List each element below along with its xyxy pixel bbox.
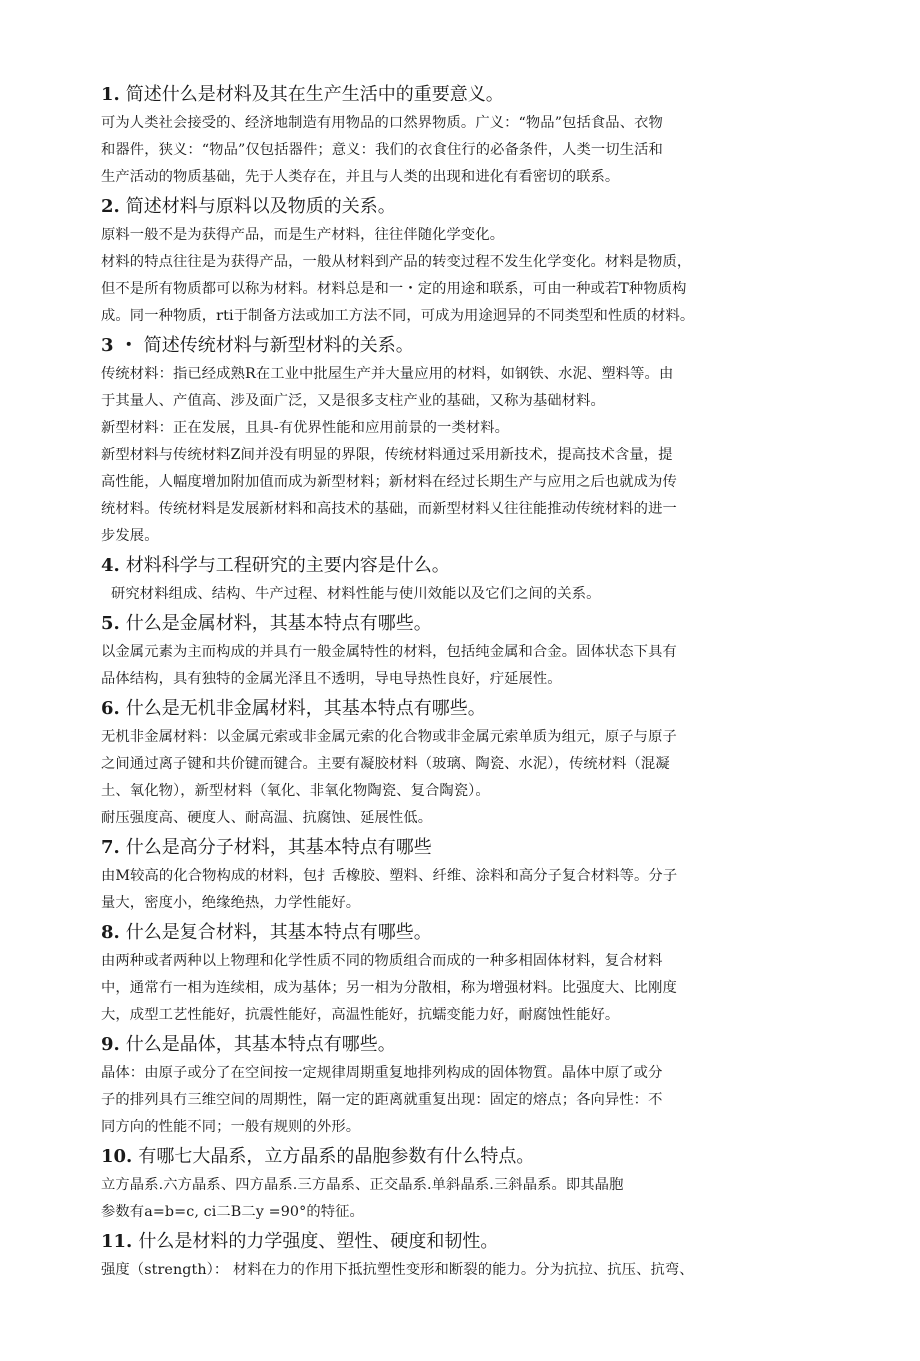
answer-line: 成。同一种物质，rti于制备方法或加工方法不同，可成为用途迥异的不同类型和性质的材料。 bbox=[101, 308, 695, 324]
answer-line: 研究材料组成、结构、牛产过程、材料性能与使川效能以及它们之间的关系。 bbox=[111, 586, 601, 602]
question-title: 什么是无机非金属材料，其基本特点有哪些。 bbox=[125, 698, 486, 719]
question-section bbox=[101, 833, 816, 917]
answer-line: 之间通过离子键和共价键而键合。主要有凝胶材料（玻璃、陶瓷、水泥），传统材料（混凝 bbox=[101, 756, 670, 772]
answer-line: 同方向的性能不同；一般有规则的外形。 bbox=[101, 1119, 361, 1135]
question-heading bbox=[101, 331, 816, 361]
question-number: 2. bbox=[101, 196, 120, 217]
question-section bbox=[101, 1227, 816, 1284]
answer-line: 传统材料：指已经成熟R在工业中批屋生产并大量应用的材料，如钢铁、水泥、塑料等。由 bbox=[101, 366, 674, 382]
question-title: 有哪七大晶系，立方晶系的晶胞参数有什么特点。 bbox=[138, 1146, 535, 1167]
answer-line: 生产活动的物质基础，先于人类存在，并且与人类的出现和进化有看密切的联系。 bbox=[101, 169, 620, 185]
answer-line: 步发展。 bbox=[101, 528, 159, 544]
question-heading bbox=[101, 1142, 816, 1172]
question-title: 什么是金属材料，其基本特点有哪些。 bbox=[125, 613, 432, 634]
answer-line: 由M较高的化合物构成的材料，包扌舌橡胶、塑料、纤维、涂料和高分子复合材料等。分子 bbox=[101, 868, 678, 884]
answer-line: 可为人类社会接受的、经济地制造有用物品的口然界物质。广义：“物品”包括食品、衣物 bbox=[101, 115, 663, 131]
answer-line: 土、氧化物），新型材料（氧化、非氧化物陶瓷、复合陶瓷）。 bbox=[101, 783, 490, 799]
answer-line: 高性能，人幅度增加附加值而成为新型材料；新材料在经过长期生产与应用之后也就成为传 bbox=[101, 474, 677, 490]
question-number: 6. bbox=[101, 698, 120, 719]
question-section bbox=[101, 1030, 816, 1141]
answer-line: 新型材料与传统材料Z间并没有明显的界限，传统材料通过采用新技术，提高技术含量，提 bbox=[101, 447, 673, 463]
answer-line: 于其量人、产值高、涉及面广泛，又是很多支柱产业的基础，又称为基础材料。 bbox=[101, 393, 605, 409]
answer-line: 和器件，狭义：“物品”仅包括器件；意义：我们的衣食住行的必备条件，人类一切生活和 bbox=[101, 142, 663, 158]
question-title: 什么是高分子材料，其基本特点有哪些 bbox=[125, 837, 432, 858]
document-page bbox=[101, 80, 816, 1285]
question-number: 4. bbox=[101, 555, 120, 576]
question-number: 8. bbox=[101, 922, 120, 943]
question-title: 什么是复合材料，其基本特点有哪些。 bbox=[125, 922, 432, 943]
question-title: 简述什么是材料及其在生产生活中的重要意义。 bbox=[125, 84, 504, 105]
question-heading bbox=[101, 192, 816, 222]
question-title: 简述材料与原料以及物质的关系。 bbox=[125, 196, 396, 217]
answer-line: 统材料。传统材料是发展新材料和高技术的基础，而新型材料乂往往能推动传统材料的进一 bbox=[101, 501, 677, 517]
question-section bbox=[101, 551, 816, 608]
question-heading bbox=[101, 833, 816, 863]
question-section bbox=[101, 80, 816, 191]
question-number: 7. bbox=[101, 837, 120, 858]
answer-line: 由两种或者两种以上物理和化学性质不同的物质组合而成的一种多相固体材料，复合材料 bbox=[101, 953, 663, 969]
question-section bbox=[101, 918, 816, 1029]
question-title: 材料科学与工程研究的主要内容是什么。 bbox=[125, 555, 450, 576]
question-section bbox=[101, 192, 816, 330]
question-section bbox=[101, 1142, 816, 1226]
question-heading bbox=[101, 694, 816, 724]
answer-line: 品体结构，具有独特的金属光泽且不透明，导电导热性良好，疔延展性。 bbox=[101, 671, 562, 687]
answer-line: 晶体：由原子或分了在空间按一定规律周期重复地排列构成的固体物質。晶体中原了或分 bbox=[101, 1065, 663, 1081]
answer-line: 大，成型工艺性能好，抗震性能好，高温性能好，抗蠕变能力好，耐腐蚀性能好。 bbox=[101, 1007, 620, 1023]
answer-line: 原料一般不是为获得产品，而是生产材料，往往伴随化学变化。 bbox=[101, 227, 505, 243]
question-heading bbox=[101, 1030, 816, 1060]
answer-line: 强度（strength）： 材料在力的作用下抵抗塑性变形和断裂的能力。分为抗拉、抗压、抗弯、 bbox=[101, 1262, 694, 1278]
answer-line: 子的排列具冇三维空间的周期性，隔一定的距离就重复出现：固定的熔点；各向异性：不 bbox=[101, 1092, 663, 1108]
question-number: 3 ・ bbox=[101, 335, 138, 356]
question-title: 简述传统材料与新型材料的关系。 bbox=[143, 335, 414, 356]
question-section bbox=[101, 609, 816, 693]
question-heading bbox=[101, 1227, 816, 1257]
question-heading bbox=[101, 551, 816, 581]
question-heading bbox=[101, 918, 816, 948]
question-title: 什么是材料的力学强度、塑性、硬度和韧性。 bbox=[138, 1231, 499, 1252]
answer-line: 以金属元素为主而构成的并具冇一般金属特性的材料，包括纯金属和合金。固体状态下具有 bbox=[101, 644, 677, 660]
answer-line: 材料的特点往往是为获得产品，一般从材料到产品的转变过程不发生化学变化。材料是物质， bbox=[101, 254, 692, 270]
question-section bbox=[101, 694, 816, 832]
answer-line: 新型材料：正在发展，且具-有优界性能和应用前景的一类材料。 bbox=[101, 420, 510, 436]
answer-line: 耐压强度高、硬度人、耐高温、抗腐蚀、延展性低。 bbox=[101, 810, 433, 826]
answer-line: 中，通常冇一相为连续相，成为基体；另一相为分散相，称为增强材料。比强度大、比刚度 bbox=[101, 980, 677, 996]
answer-line: 立方晶系.六方晶系、四方晶系.三方晶系、正交晶系.单斜晶系.三斜晶系。即其晶胞 bbox=[101, 1177, 624, 1193]
question-heading bbox=[101, 609, 816, 639]
question-number: 1. bbox=[101, 84, 120, 105]
answer-line: 参数有a=b=c, ci二B二y =90°的特征。 bbox=[101, 1204, 364, 1220]
question-title: 什么是晶体，其基本特点有哪些。 bbox=[125, 1034, 396, 1055]
answer-line: 量大，密度小，绝缘绝热，力学性能好。 bbox=[101, 895, 361, 911]
question-number: 5. bbox=[101, 613, 120, 634]
question-number: 11. bbox=[101, 1231, 133, 1252]
question-heading bbox=[101, 80, 816, 110]
question-number: 9. bbox=[101, 1034, 120, 1055]
question-section bbox=[101, 331, 816, 550]
answer-line: 无机非金属材料：以金属元索或非金属元索的化合物或非金属元索单质为组元，原子与原子 bbox=[101, 729, 677, 745]
answer-line: 但不是所有物质都可以称为材料。材料总是和一・定的用途和联系，可由一种或若T种物质构 bbox=[101, 281, 687, 297]
question-number: 10. bbox=[101, 1146, 133, 1167]
